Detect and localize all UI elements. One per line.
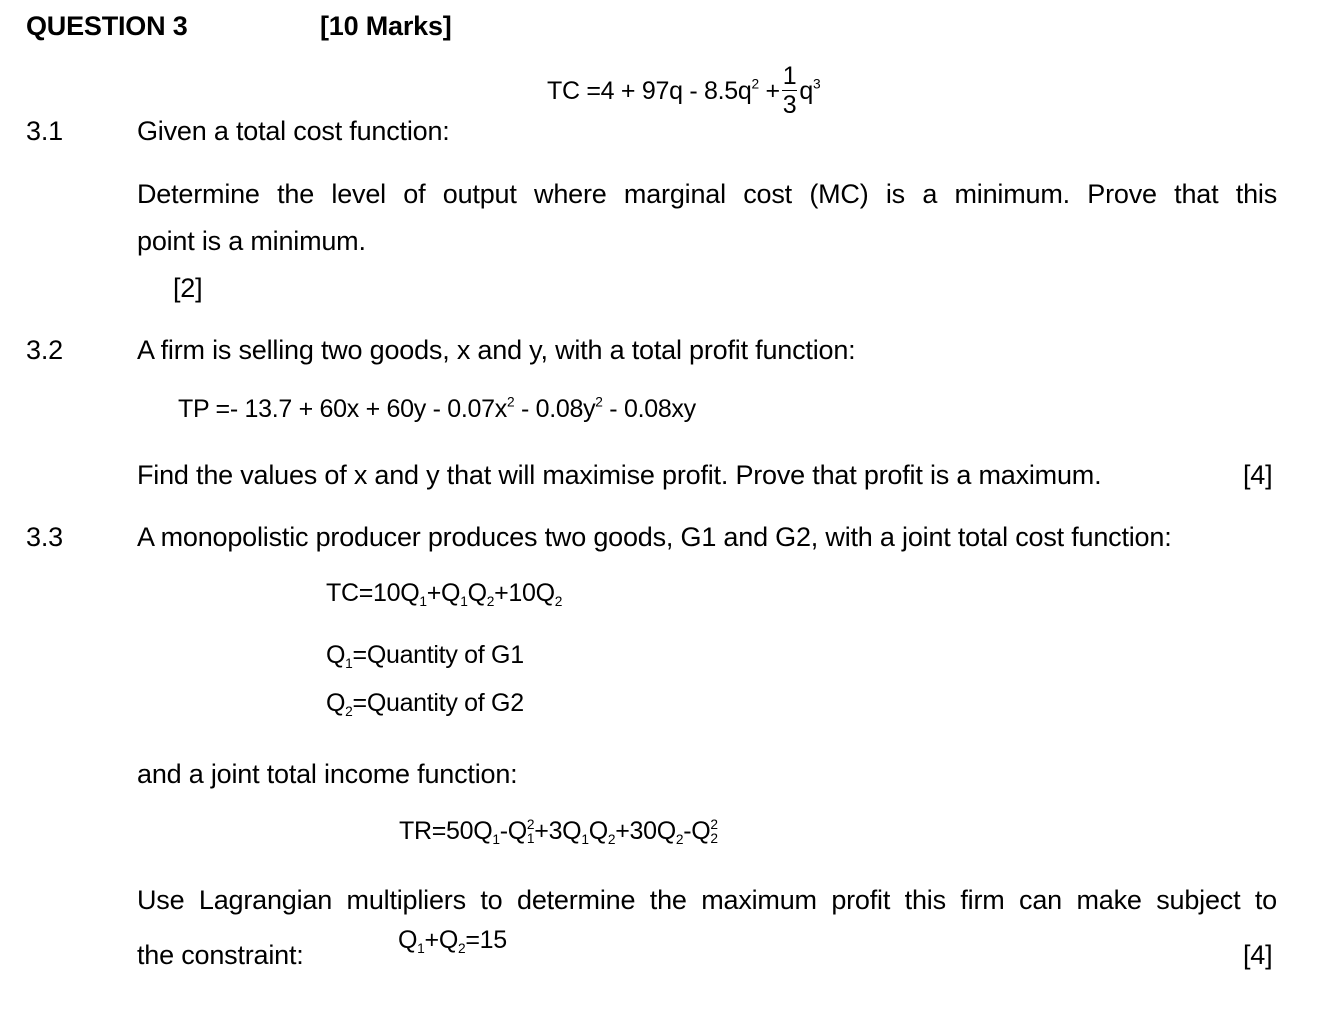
q31-intro: Given a total cost function: (137, 116, 450, 146)
q33-income-intro: and a joint total income function: (137, 759, 518, 789)
q32-number: 3.2 (26, 335, 63, 365)
q32-marks: [4] (1243, 460, 1273, 490)
q31-body-line1: Determine the level of output where marginal cost (MC) is a minimum. Prove that this (137, 179, 1277, 209)
joint-income-equation: $TR=50Q_1-Q$ 2 1 $+3Q_1Q_2+30Q_2-Q$ 2 2 (399, 816, 718, 847)
tc-eq-rhs: $q^3$ (799, 76, 821, 105)
q31-number: 3.1 (26, 116, 63, 146)
q33-constraint-label: the constraint: (137, 940, 304, 970)
q2-definition: $Q_2=Quantity$ of G2 (326, 689, 524, 719)
q1-definition: $Q_1=Quantity$ of G1 (326, 641, 524, 671)
q33-body-line1: Use Lagrangian multipliers to determine the maximum profit this firm can make subject to (137, 885, 1277, 915)
tc-eq-lhs: TC $=4 + 97q - 8.5q^2$ + (547, 76, 780, 105)
joint-cost-equation: $TC=10Q_1+Q_1Q_2+10Q_2$ (326, 579, 563, 609)
q32-body: Find the values of x and y that will maximise profit. Prove that profit is a maximum. (137, 460, 1102, 490)
q31-body-line2: point is a minimum. (137, 226, 366, 256)
fraction-one-third: $\frac{1}{3}$ (782, 62, 797, 119)
question-marks: [10 Marks] (320, 11, 452, 41)
q33-intro: A monopolistic producer produces two goods, G1 and G2, with a joint total cost function: (137, 522, 1172, 552)
q33-number: 3.3 (26, 522, 63, 552)
q31-marks: [2] (173, 273, 203, 303)
total-profit-equation: TP =- $13.7 + 60x + 60y - 0.07x^2 - 0.08y^2 - 0.08xy$ (178, 394, 696, 423)
q32-intro: A firm is selling two goods, x and y, with a total profit function: (137, 335, 856, 365)
q33-marks: [4] (1243, 940, 1273, 970)
question-title: QUESTION 3 (26, 11, 188, 41)
total-cost-equation (547, 62, 820, 119)
constraint-equation: $Q_1+Q_2=15$ (398, 926, 507, 956)
